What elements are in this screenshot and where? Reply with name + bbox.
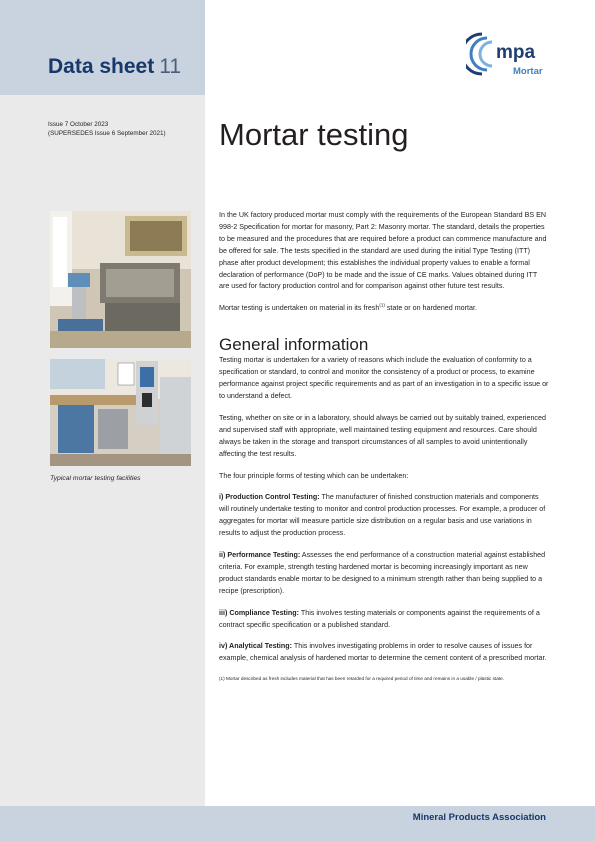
testing-form-text: Assesses the end performance of a construction material against established criteria. For example, strength testing hardened mortar is becoming increasingly important as new product standards enable mortar to be designed to a minimum strength rather than being supplied to a recipe (prescription).: [219, 551, 546, 595]
general-paragraph: Testing, whether on site or in a laboratory, should always be carried out by suitably trained, experienced and supervised staff with appropriate, well maintained testing equipment and resources. Care should always be taken in the storage and transport circumstances of all samples to avoid unintentionally affecting the test results.: [219, 413, 546, 458]
data-sheet-label: [48, 55, 181, 79]
issue-info: [48, 120, 166, 138]
photo-caption: Typical mortar testing facilities: [50, 475, 141, 482]
lab-photo-testing-bench: [50, 359, 191, 466]
lab-photo-testing-machine: [50, 211, 191, 348]
testing-form-item: [219, 641, 549, 665]
supersedes-line: (SUPERSEDES Issue 6 September 2021): [48, 130, 166, 137]
testing-form-lead: iii) Compliance Testing:: [219, 608, 300, 617]
footer-organisation: Mineral Products Association: [412, 812, 546, 823]
footnote: (1) Mortar described as fresh includes material that has been retarded for a required period of time and remains in a usable / plastic state.: [219, 676, 505, 682]
general-paragraph: Testing mortar is undertaken for a variety of reasons which include the evaluation of conformity to a specification or standard, to control and monitor the consistency of a product or process, to examine performance against project specific requirements and as part of an investigation in to a specific issue or to understand a defect.: [219, 356, 549, 400]
main-content: [219, 210, 549, 692]
section-heading: General information: [219, 335, 369, 355]
testing-form-item: [219, 608, 549, 632]
intro-text: Mortar testing is undertaken on material in its fresh: [219, 304, 380, 313]
intro-paragraph: In the UK factory produced mortar must comply with the requirements of the European Standard BS EN 998-2 Specification for mortar for masonry, Part 2: Masonry mortar. The standard, details the properties to be measured and the procedures that are required before a product can commence manufacture and be offered for sale. The tests specified in the standard are used during the initial Type Testing (ITT) phase after product development; this establishes the individual property values to enable a formal declaration of performance (DoP) to be made and the issue of CE marks. Values obtained during ITT are used for factory production control and for comparison against other future test results.: [219, 211, 547, 291]
testing-form-text: The manufacturer of finished construction materials and components will routinely undertake testing to monitor and control production processes. For example, a producer of aggregates for mortar will measure particle size distribution on a regular basis and use variations in results to adjust the production process.: [219, 493, 546, 538]
logo-subtitle: Mortar: [513, 66, 543, 77]
intro-paragraph-fresh: [219, 303, 549, 315]
header-band: [0, 0, 205, 95]
page-title: Mortar testing: [219, 117, 409, 152]
testing-form-item: [219, 492, 549, 540]
logo-wordmark: mpa: [496, 42, 536, 63]
data-sheet-word: Data sheet: [48, 55, 155, 78]
footnote-ref: (1): [379, 302, 385, 308]
issue-line: Issue 7 October 2023: [48, 121, 109, 128]
testing-form-lead: iv) Analytical Testing:: [219, 642, 293, 651]
testing-form-lead: ii) Performance Testing:: [219, 551, 301, 560]
intro-text-end: state or on hardened mortar.: [384, 304, 477, 313]
data-sheet-number: 11: [159, 55, 182, 78]
testing-form-lead: i) Production Control Testing:: [219, 493, 320, 502]
testing-form-text: This involves testing materials or components against the requirements of a contract specific specification or a published standard.: [219, 608, 540, 629]
testing-form-item: [219, 550, 549, 598]
testing-form-text: This involves investigating problems in order to resolve causes of issues for example, chemical analysis of hardened mortar to determine the cement content of a prescribed mortar.: [219, 642, 547, 663]
general-paragraph: The four principle forms of testing which can be undertaken:: [219, 471, 409, 480]
